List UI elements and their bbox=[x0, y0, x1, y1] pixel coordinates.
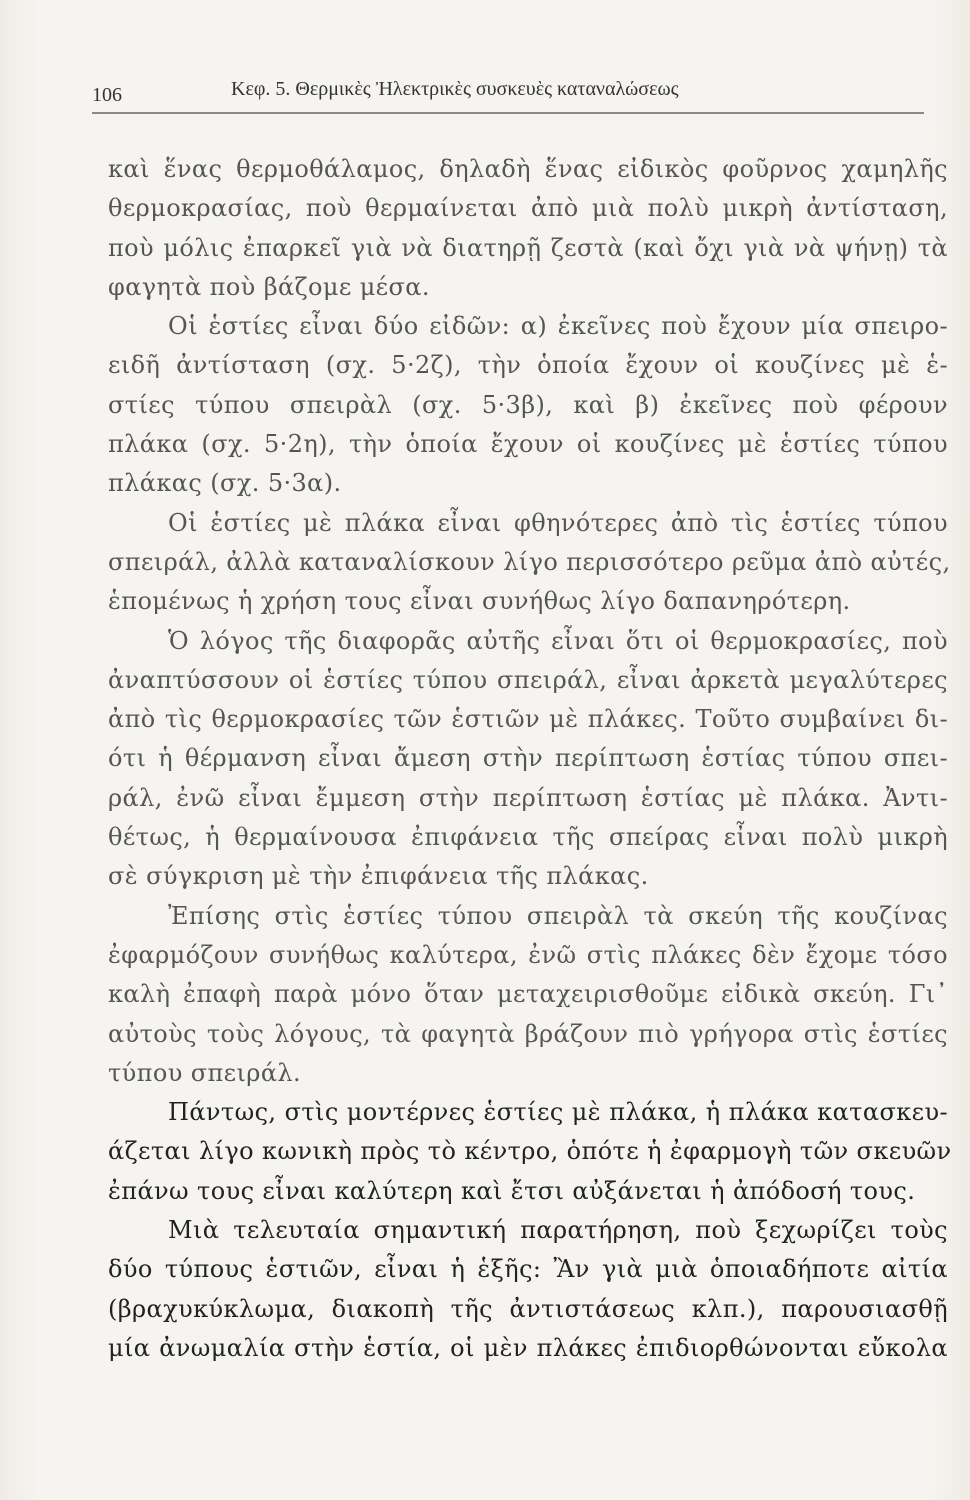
text-line: πλάκα (σχ. 5·2η), τὴν ὁποία ἔχουν οἱ κουζίνες μὲ ἑστίες τύπου bbox=[108, 430, 948, 459]
text-line: αὐτοὺς τοὺς λόγους, τὰ φαγητὰ βράζουν πιὸ γρήγορα στὶς ἑστίες bbox=[108, 1019, 948, 1048]
running-head: Κεφ. 5. Θερμικὲς Ἠλεκτρικὲς συσκευὲς καταναλώσεως bbox=[231, 78, 679, 100]
text-line: πλάκας (σχ. 5·3α). bbox=[108, 469, 342, 498]
text-line: φαγητὰ ποὺ βάζομε μέσα. bbox=[108, 272, 430, 301]
body-text bbox=[108, 150, 952, 1368]
text-line: ἐπάνω τους εἶναι καλύτερη καὶ ἔτσι αὐξάνεται ἡ ἀπόδοσή τους. bbox=[108, 1176, 916, 1205]
text-line: Οἱ ἑστίες μὲ πλάκα εἶναι φθηνότερες ἀπὸ τὶς ἑστίες τύπου bbox=[168, 508, 948, 537]
text-line: ἑπομένως ἡ χρήση τους εἶναι συνήθως λίγο δαπανηρότερη. bbox=[108, 587, 851, 616]
header-rule bbox=[92, 112, 924, 114]
text-line: (βραχυκύκλωμα, διακοπὴ τῆς ἀντιστάσεως κλπ.), παρουσιασθῇ bbox=[108, 1294, 948, 1323]
text-line: θέτως, ἡ θερμαίνουσα ἐπιφάνεια τῆς σπείρας εἶναι πολὺ μικρὴ bbox=[108, 823, 948, 852]
text-line: σὲ σύγκριση μὲ τὴν ἐπιφάνεια τῆς πλάκας. bbox=[108, 862, 649, 891]
text-line: ράλ, ἐνῶ εἶναι ἔμμεση στὴν περίπτωση ἑστίας μὲ πλάκα. Ἀντι- bbox=[108, 783, 948, 812]
text-line: ποὺ μόλις ἐπαρκεῖ γιὰ νὰ διατηρῇ ζεστὰ (καὶ ὄχι γιὰ νὰ ψήνῃ) τὰ bbox=[108, 233, 948, 262]
text-line: Ὁ λόγος τῆς διαφορᾶς αὐτῆς εἶναι ὅτι οἱ θερμοκρασίες, ποὺ bbox=[168, 626, 948, 655]
text-line: θερμοκρασίας, ποὺ θερμαίνεται ἀπὸ μιὰ πολὺ μικρὴ ἀντίσταση, bbox=[108, 194, 948, 223]
text-line: Πάντως, στὶς μοντέρνες ἑστίες μὲ πλάκα, ἡ πλάκα κατασκευ- bbox=[168, 1098, 948, 1127]
text-line: δύο τύπους ἑστιῶν, εἶναι ἡ ἑξῆς: Ἂν γιὰ μιὰ ὁποιαδήποτε αἰτία bbox=[108, 1255, 948, 1284]
text-line: ἐφαρμόζουν συνήθως καλύτερα, ἐνῶ στὶς πλάκες δὲν ἔχομε τόσο bbox=[108, 940, 948, 969]
page-header bbox=[92, 78, 924, 110]
text-line: ἀπὸ τὶς θερμοκρασίες τῶν ἑστιῶν μὲ πλάκες. Τοῦτο συμβαίνει δι- bbox=[108, 705, 948, 734]
text-line: Οἱ ἑστίες εἶναι δύο εἰδῶν: α) ἐκεῖνες ποὺ ἔχουν μία σπειρο- bbox=[168, 312, 948, 341]
text-line: ἀναπτύσσουν οἱ ἑστίες τύπου σπειράλ, εἶναι ἀρκετὰ μεγαλύτερες bbox=[108, 665, 948, 694]
text-line: Μιὰ τελευταία σημαντική παρατήρηση, ποὺ ξεχωρίζει τοὺς bbox=[168, 1216, 948, 1245]
text-line: ότι ἡ θέρμανση εἶναι ἄμεση στὴν περίπτωση ἑστίας τύπου σπει- bbox=[108, 744, 948, 773]
text-line: καὶ ἕνας θερμοθάλαμος, δηλαδὴ ἕνας εἰδικὸς φοῦρνος χαμηλῆς bbox=[108, 155, 948, 183]
text-line: στίες τύπου σπειρὰλ (σχ. 5·3β), καὶ β) ἐκεῖνες ποὺ φέρουν bbox=[108, 390, 948, 419]
text-line: ειδῆ ἀντίσταση (σχ. 5·2ζ), τὴν ὁποία ἔχουν οἱ κουζίνες μὲ ἑ- bbox=[108, 351, 948, 380]
text-line: καλὴ ἐπαφὴ παρὰ μόνο ὅταν μεταχειρισθοῦμε εἰδικὰ σκεύη. Γι᾿ bbox=[108, 980, 948, 1009]
text-line: τύπου σπειράλ. bbox=[108, 1058, 302, 1087]
text-line: άζεται λίγο κωνικὴ πρὸς τὸ κέντρο, ὁπότε ἡ ἐφαρμογὴ τῶν σκευῶν bbox=[108, 1137, 952, 1166]
text-line: σπειράλ, ἀλλὰ καταναλίσκουν λίγο περισσότερο ρεῦμα ἀπὸ αὐτές, bbox=[108, 547, 951, 576]
page-number: 106 bbox=[92, 84, 122, 106]
text-line: μία ἀνωμαλία στὴν ἑστία, οἱ μὲν πλάκες ἐπιδιορθώνονται εὔκολα bbox=[108, 1333, 948, 1362]
text-line: Ἐπίσης στὶς ἑστίες τύπου σπειρὰλ τὰ σκεύη τῆς κουζίνας bbox=[168, 901, 948, 930]
